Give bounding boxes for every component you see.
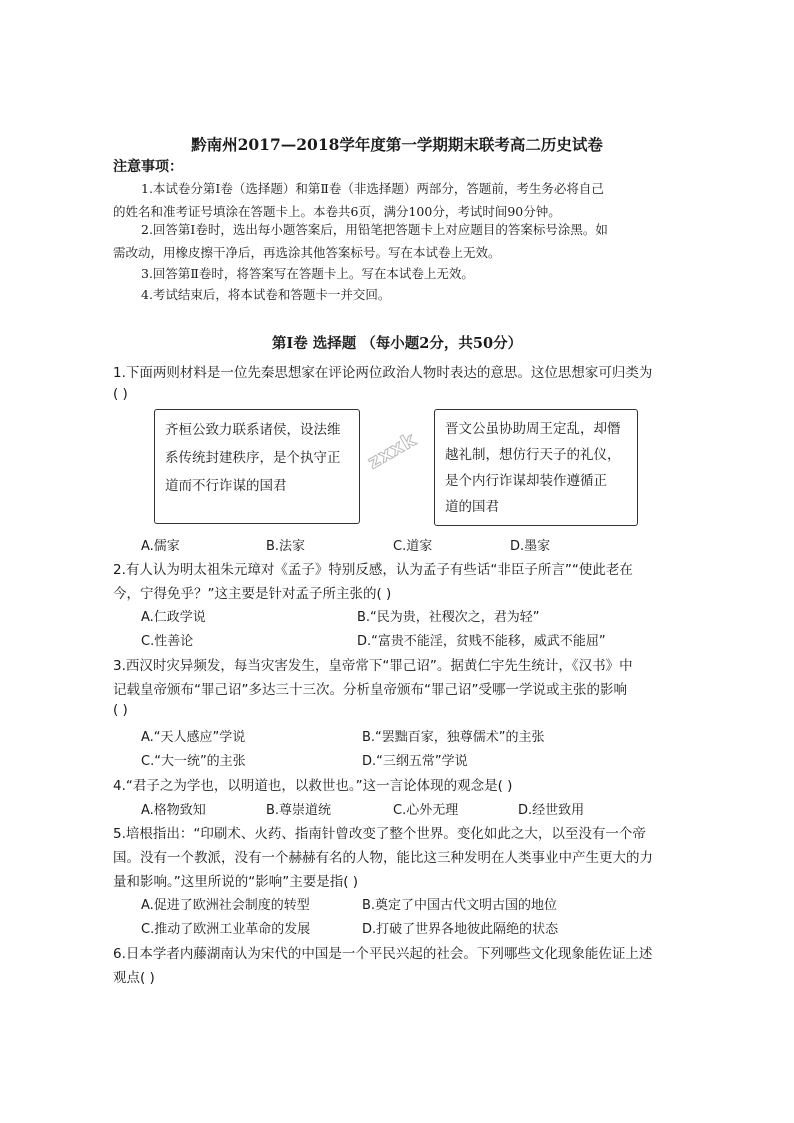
q5-option-b[interactable]: B.奠定了中国古代文明古国的地位 xyxy=(362,898,558,913)
q3-option-a[interactable]: A.“天人感应”学说 xyxy=(141,730,246,745)
question-5-line: 国。没有一个教派，没有一个赫赫有名的人物，能比这三种发明在人类事业中产生更大的力 xyxy=(113,850,653,866)
question-6-answer-slot: 观点( ) xyxy=(113,970,155,986)
material-2-line: 晋文公虽协助周王定乱，却僭 xyxy=(445,421,621,437)
material-1-line: 齐桓公致力联系诸侯，设法维 xyxy=(165,422,341,438)
q3-option-b[interactable]: B.“罢黜百家，独尊儒术”的主张 xyxy=(362,730,545,745)
question-2-line: 2.有人认为明太祖朱元璋对《孟子》特别反感，认为孟子有些话“非臣子所言”“使此老在 xyxy=(113,562,633,578)
notice-line: 的姓名和准考证号填涂在答题卡上。本卷共6页，满分100分，考试时间90分钟。 xyxy=(113,204,561,219)
q5-option-d[interactable]: D.打破了世界各地彼此隔绝的状态 xyxy=(362,922,559,937)
q3-option-c[interactable]: C.“大一统”的主张 xyxy=(141,754,246,769)
q2-option-c[interactable]: C.性善论 xyxy=(141,634,194,649)
q4-option-c[interactable]: C.心外无理 xyxy=(393,803,459,818)
material-2-line: 是个内行诈谋却装作遵循正 xyxy=(445,473,607,489)
q1-option-c[interactable]: C.道家 xyxy=(393,539,433,554)
q5-option-c[interactable]: C.推动了欧洲工业革命的发展 xyxy=(141,922,311,937)
q4-option-b[interactable]: B.尊崇道统 xyxy=(266,803,332,818)
notice-heading: 注意事项： xyxy=(113,159,183,175)
question-5-line: 量和影响。”这里所说的“影响”主要是指( ) xyxy=(113,874,359,890)
question-2-line: 今，宁得免乎？”这主要是针对孟子所主张的( ) xyxy=(113,586,392,602)
notice-line: 需改动，用橡皮擦干净后，再选涂其他答案标号。写在本试卷上无效。 xyxy=(113,245,501,260)
question-3-answer-slot: ( ) xyxy=(113,702,128,718)
material-2-line: 道的国君 xyxy=(445,499,499,515)
q3-option-d[interactable]: D.“三纲五常”学说 xyxy=(362,754,468,769)
question-3-line: 3.西汉时灾异频发，每当灾害发生，皇帝常下“罪己诏”。据黄仁宇先生统计，《汉书》中 xyxy=(113,658,633,674)
question-1-answer-slot: ( ) xyxy=(113,386,128,402)
q1-option-a[interactable]: A.儒家 xyxy=(141,539,180,554)
q2-option-b[interactable]: B.“民为贵，社稷次之，君为轻” xyxy=(357,610,540,625)
notice-line: 1.本试卷分第Ⅰ卷（选择题）和第Ⅱ卷（非选择题）两部分，答题前，考生务必将自己 xyxy=(141,181,604,196)
question-3-line: 记载皇帝颁布“罪己诏”多达三十三次。分析皇帝颁布“罪己诏”受哪一学说或主张的影响 xyxy=(113,682,627,698)
material-1-line: 系传统封建秩序，是个执守正 xyxy=(165,450,341,466)
material-2-line: 越礼制，想仿行天子的礼仪， xyxy=(445,447,621,463)
watermark: zxxk xyxy=(363,428,421,474)
notice-line: 4.考试结束后，将本试卷和答题卡一并交回。 xyxy=(141,287,391,302)
question-6-line: 6.日本学者内藤湖南认为宋代的中国是一个平民兴起的社会。下列哪些文化现象能佐证上述 xyxy=(113,946,653,962)
notice-line: 2.回答第Ⅰ卷时，选出每小题答案后，用铅笔把答题卡上对应题目的答案标号涂黑。如 xyxy=(141,222,608,237)
q1-option-d[interactable]: D.墨家 xyxy=(510,539,551,554)
q2-option-d[interactable]: D.“富贵不能淫，贫贱不能移，威武不能屈” xyxy=(357,634,606,649)
section-title: 第Ⅰ卷 选择题 （每小题2分，共50分） xyxy=(271,335,523,352)
material-box-2 xyxy=(434,409,638,526)
exam-title: 黔南州2017—2018学年度第一学期期末联考高二历史试卷 xyxy=(191,135,603,154)
question-1-text: 1.下面两则材料是一位先秦思想家在评论两位政治人物时表达的意思。这位思想家可归类为 xyxy=(113,365,653,381)
material-box-1 xyxy=(154,409,360,524)
q2-option-a[interactable]: A.仁政学说 xyxy=(141,610,206,625)
question-5-line: 5.培根指出：“印刷术、火药、指南针曾改变了整个世界。变化如此之大，以至没有一个帝 xyxy=(113,826,646,842)
q1-option-b[interactable]: B.法家 xyxy=(266,539,306,554)
q5-option-a[interactable]: A.促进了欧洲社会制度的转型 xyxy=(141,898,310,913)
notice-line: 3.回答第Ⅱ卷时，将答案写在答题卡上。写在本试卷上无效。 xyxy=(141,266,474,281)
q4-option-d[interactable]: D.经世致用 xyxy=(518,803,585,818)
q4-option-a[interactable]: A.格物致知 xyxy=(141,803,206,818)
material-1-line: 道而不行诈谋的国君 xyxy=(165,478,287,494)
question-4-line: 4.“君子之为学也，以明道也，以救世也。”这一言论体现的观念是( ) xyxy=(113,778,513,794)
